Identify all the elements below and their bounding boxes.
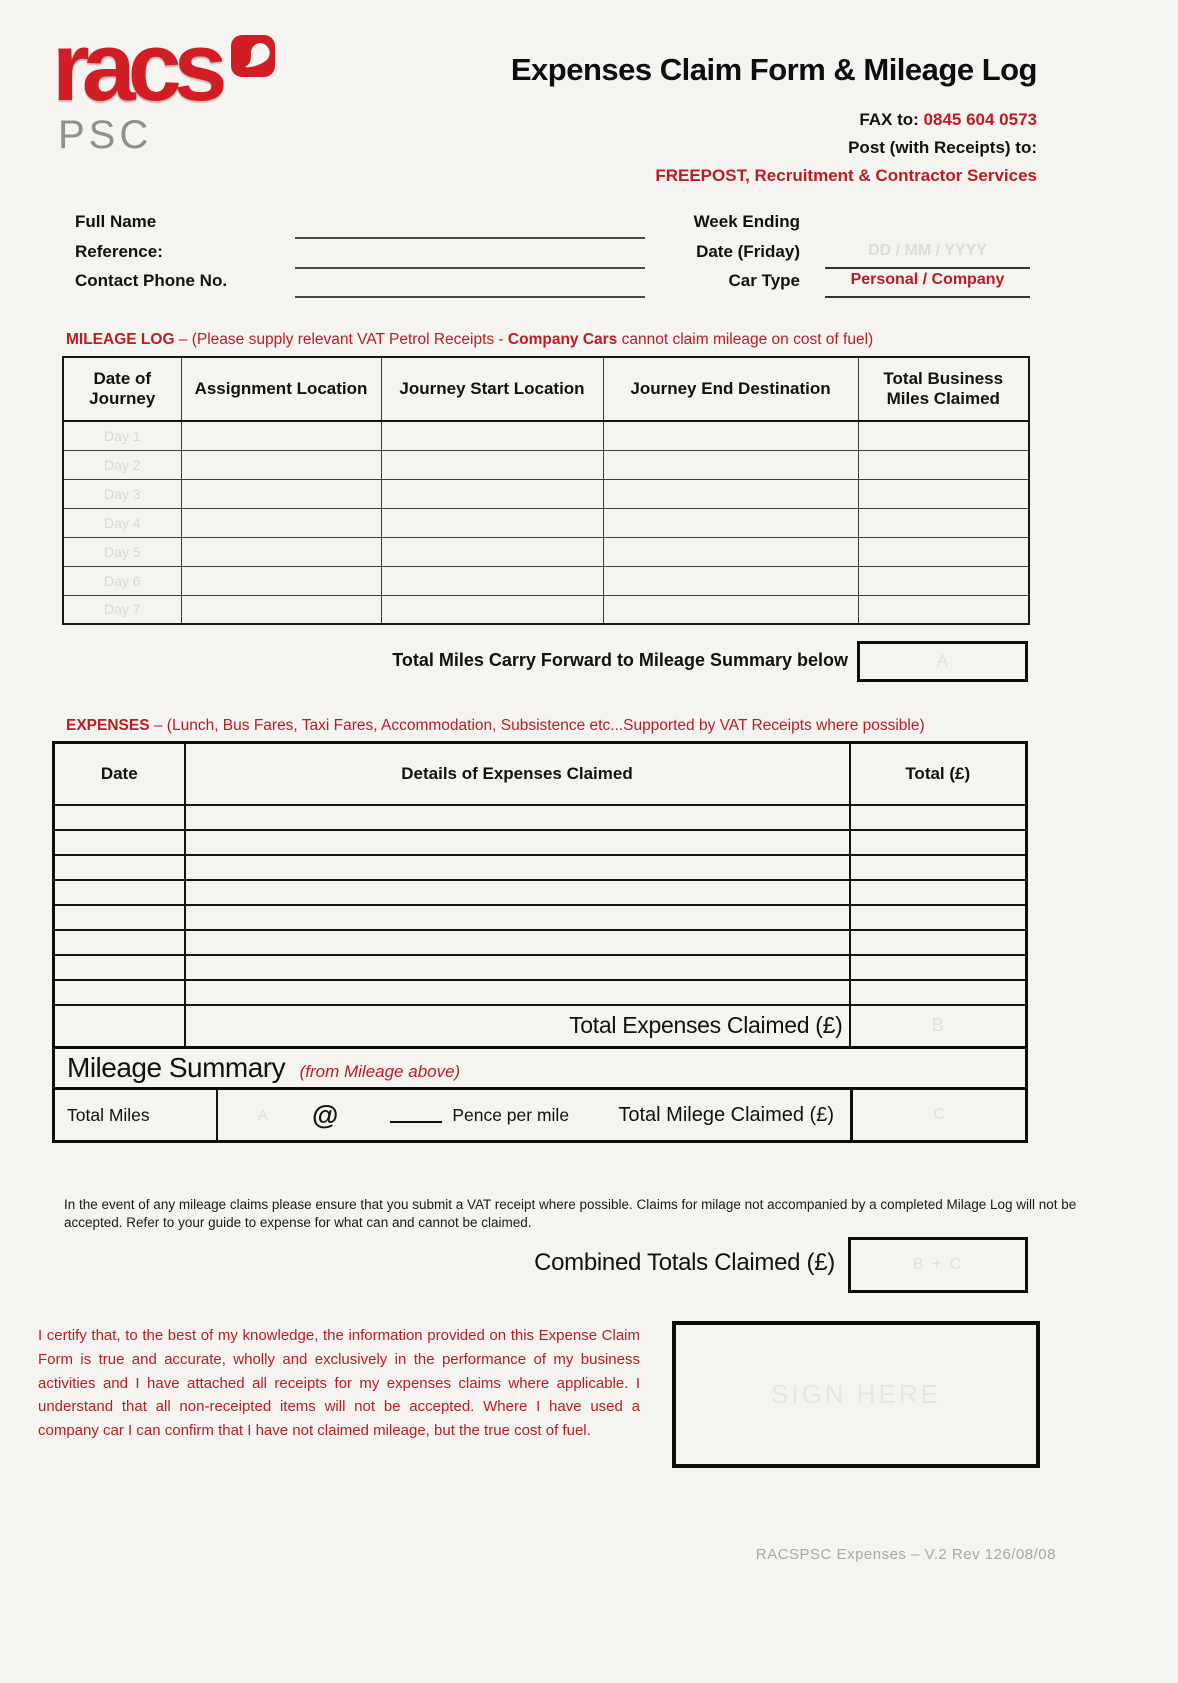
expense-details-cell[interactable] bbox=[185, 855, 850, 880]
post-label: Post (with Receipts) to: bbox=[848, 138, 1037, 157]
mileage-header-row bbox=[63, 357, 1029, 421]
expense-date-cell[interactable] bbox=[54, 805, 185, 830]
full-name-label: Full Name bbox=[75, 212, 157, 231]
assignment-cell[interactable] bbox=[181, 479, 381, 508]
miles-cell[interactable] bbox=[858, 537, 1029, 566]
total-miles-label: Total Miles bbox=[55, 1090, 218, 1140]
expense-details-cell[interactable] bbox=[185, 830, 850, 855]
mileage-row-day3 bbox=[63, 479, 1029, 508]
mileage-note: In the event of any mileage claims please ensure that you submit a VAT receipt where possible. Claims for milage not accompanied by a completed Milage Log will not be accepted. Refer to your guide to expense for what can and cannot be claimed. bbox=[64, 1197, 1077, 1230]
total-expenses-date-cell bbox=[54, 1005, 185, 1048]
fax-number: 0845 604 0573 bbox=[923, 110, 1037, 129]
car-type-field[interactable] bbox=[825, 296, 1030, 298]
total-c-box[interactable]: C bbox=[850, 1090, 1025, 1140]
col-assignment-location: Assignment Location bbox=[181, 357, 381, 421]
contact-phone-label: Contact Phone No. bbox=[75, 271, 228, 290]
mileage-summary-middle bbox=[218, 1090, 850, 1140]
expense-total-cell[interactable] bbox=[850, 930, 1027, 955]
pence-per-mile-input[interactable] bbox=[390, 1108, 442, 1123]
expense-date-cell[interactable] bbox=[54, 930, 185, 955]
expenses-row bbox=[54, 980, 1027, 1005]
mileage-row-day6 bbox=[63, 566, 1029, 595]
col-journey-end: Journey End Destination bbox=[603, 357, 858, 421]
combined-totals-box[interactable] bbox=[848, 1237, 1028, 1293]
expenses-row bbox=[54, 955, 1027, 980]
col-total: Total (£) bbox=[850, 743, 1027, 805]
day-cell[interactable]: Day 7 bbox=[63, 595, 181, 624]
day-cell[interactable]: Day 5 bbox=[63, 537, 181, 566]
col-date: Date bbox=[54, 743, 185, 805]
expense-details-cell[interactable] bbox=[185, 930, 850, 955]
end-cell[interactable] bbox=[603, 450, 858, 479]
end-cell[interactable] bbox=[603, 537, 858, 566]
start-cell[interactable] bbox=[381, 566, 603, 595]
start-cell[interactable] bbox=[381, 479, 603, 508]
logo-text: racs bbox=[52, 12, 220, 121]
expense-total-cell[interactable] bbox=[850, 805, 1027, 830]
mileage-log-table bbox=[62, 356, 1030, 625]
assignment-cell[interactable] bbox=[181, 508, 381, 537]
assignment-cell[interactable] bbox=[181, 566, 381, 595]
expense-details-cell[interactable] bbox=[185, 805, 850, 830]
sign-here-watermark: SIGN HERE bbox=[770, 1379, 942, 1409]
miles-cell[interactable] bbox=[858, 595, 1029, 624]
reference-label: Reference: bbox=[75, 242, 163, 261]
carry-forward-label: Total Miles Carry Forward to Mileage Summary below bbox=[392, 650, 848, 670]
reference-field[interactable] bbox=[295, 267, 645, 269]
expense-total-cell[interactable] bbox=[850, 905, 1027, 930]
mileage-log-subtitle-bold: Company Cars bbox=[507, 331, 618, 348]
mileage-summary-subtitle: (from Mileage above) bbox=[299, 1062, 461, 1081]
miles-cell[interactable] bbox=[858, 479, 1029, 508]
miles-cell[interactable] bbox=[858, 566, 1029, 595]
expense-date-cell[interactable] bbox=[54, 980, 185, 1005]
expenses-row bbox=[54, 855, 1027, 880]
expense-total-cell[interactable] bbox=[850, 955, 1027, 980]
miles-cell[interactable] bbox=[858, 450, 1029, 479]
full-name-field[interactable] bbox=[295, 237, 645, 239]
fax-line bbox=[511, 110, 1037, 130]
total-a-box[interactable] bbox=[857, 641, 1028, 682]
car-type-choice[interactable]: Personal / Company bbox=[850, 271, 1005, 288]
car-type-label: Car Type bbox=[728, 271, 800, 290]
start-cell[interactable] bbox=[381, 537, 603, 566]
total-expenses-row bbox=[54, 1005, 1027, 1048]
col-journey-start: Journey Start Location bbox=[381, 357, 603, 421]
expense-total-cell[interactable] bbox=[850, 830, 1027, 855]
expense-date-cell[interactable] bbox=[54, 955, 185, 980]
start-cell[interactable] bbox=[381, 508, 603, 537]
col-details: Details of Expenses Claimed bbox=[185, 743, 850, 805]
at-symbol: @ bbox=[312, 1099, 339, 1130]
footer-version-text: RACSPSC Expenses – V.2 Rev 126/08/08 bbox=[755, 1546, 1056, 1563]
mileage-row-day7 bbox=[63, 595, 1029, 624]
expenses-row bbox=[54, 905, 1027, 930]
expenses-title-bold: EXPENSES bbox=[66, 717, 150, 734]
ref-a-inline-watermark[interactable]: A bbox=[257, 1106, 268, 1124]
ref-a-watermark: A bbox=[937, 652, 948, 670]
total-b-box[interactable]: B bbox=[850, 1005, 1027, 1048]
claimant-details bbox=[0, 210, 1178, 310]
contact-phone-field[interactable] bbox=[295, 296, 645, 298]
assignment-cell[interactable] bbox=[181, 595, 381, 624]
fax-label: FAX to: bbox=[859, 110, 924, 129]
start-cell[interactable] bbox=[381, 595, 603, 624]
pence-per-mile-label: Pence per mile bbox=[452, 1104, 570, 1125]
header-block bbox=[511, 52, 1037, 194]
assignment-cell[interactable] bbox=[181, 537, 381, 566]
col-date-of-journey: Date of Journey bbox=[63, 357, 181, 421]
day-cell[interactable]: Day 1 bbox=[63, 421, 181, 450]
expenses-subtitle: – (Lunch, Bus Fares, Taxi Fares, Accommodation, Subsistence etc...Supported by VAT Receipts where possible) bbox=[149, 717, 925, 734]
total-mileage-claimed-label: Total Milege Claimed (£) bbox=[618, 1103, 834, 1126]
miles-cell[interactable] bbox=[858, 421, 1029, 450]
end-cell[interactable] bbox=[603, 421, 858, 450]
ref-bc-watermark: B + C bbox=[912, 1256, 964, 1273]
expense-details-cell[interactable] bbox=[185, 955, 850, 980]
end-cell[interactable] bbox=[603, 479, 858, 508]
week-ending-label: Week Ending bbox=[693, 212, 800, 231]
expenses-row bbox=[54, 830, 1027, 855]
start-cell[interactable] bbox=[381, 421, 603, 450]
day-cell[interactable]: Day 2 bbox=[63, 450, 181, 479]
page-title: Expenses Claim Form & Mileage Log bbox=[510, 52, 1037, 87]
mileage-row-day2 bbox=[63, 450, 1029, 479]
date-field[interactable] bbox=[825, 267, 1030, 269]
expenses-title bbox=[66, 717, 925, 735]
mileage-summary-row bbox=[54, 1089, 1027, 1142]
miles-cell[interactable] bbox=[858, 508, 1029, 537]
combined-totals-label: Combined Totals Claimed (£) bbox=[534, 1249, 835, 1276]
expense-total-cell[interactable] bbox=[850, 980, 1027, 1005]
mileage-row-day5 bbox=[63, 537, 1029, 566]
expense-total-cell[interactable] bbox=[850, 855, 1027, 880]
carry-forward-row bbox=[62, 641, 1028, 682]
mileage-row-day4 bbox=[63, 508, 1029, 537]
assignment-cell[interactable] bbox=[181, 421, 381, 450]
end-cell[interactable] bbox=[603, 508, 858, 537]
day-cell[interactable]: Day 6 bbox=[63, 566, 181, 595]
expenses-header-row bbox=[54, 743, 1027, 805]
expense-date-cell[interactable] bbox=[54, 905, 185, 930]
mileage-row-day1 bbox=[63, 421, 1029, 450]
declaration-text: I certify that, to the best of my knowledge, the information provided on this Expense Claim Form is true and accurate, wholly and exclusively in the performance of my business activities and I have attached all receipts for my expenses claims where applicable. I understand that all non-receipted items will not be accepted. Where I have used a company car I can confirm that I have not claimed mileage, but the true cost of fuel. bbox=[38, 1327, 640, 1440]
end-cell[interactable] bbox=[603, 566, 858, 595]
day-cell[interactable]: Day 4 bbox=[63, 508, 181, 537]
mileage-log-title-bold: MILEAGE LOG bbox=[66, 331, 175, 348]
mileage-summary-band bbox=[54, 1048, 1027, 1089]
expense-date-cell[interactable] bbox=[54, 880, 185, 905]
expense-date-cell[interactable] bbox=[54, 830, 185, 855]
mileage-summary-title: Mileage Summary bbox=[67, 1052, 286, 1083]
expense-date-cell[interactable] bbox=[54, 855, 185, 880]
col-miles-claimed: Total Business Miles Claimed bbox=[858, 357, 1029, 421]
expenses-row bbox=[54, 805, 1027, 830]
expense-details-cell[interactable] bbox=[185, 880, 850, 905]
end-cell[interactable] bbox=[603, 595, 858, 624]
expenses-row bbox=[54, 880, 1027, 905]
racs-logo bbox=[52, 12, 276, 158]
mileage-log-subtitle-pre: – (Please supply relevant VAT Petrol Receipts - bbox=[174, 331, 508, 348]
expense-details-cell[interactable] bbox=[185, 980, 850, 1005]
logo-drop-icon bbox=[230, 34, 276, 83]
expenses-row bbox=[54, 930, 1027, 955]
total-expenses-label: Total Expenses Claimed (£) bbox=[185, 1005, 850, 1048]
logo-subtext: PSC bbox=[58, 113, 153, 158]
expense-total-cell[interactable] bbox=[850, 880, 1027, 905]
expense-details-cell[interactable] bbox=[185, 905, 850, 930]
date-field-placeholder[interactable]: DD / MM / YYYY bbox=[868, 242, 987, 259]
post-address: FREEPOST, Recruitment & Contractor Services bbox=[655, 166, 1037, 185]
assignment-cell[interactable] bbox=[181, 450, 381, 479]
mileage-log-subtitle-post: cannot claim mileage on cost of fuel) bbox=[617, 331, 874, 348]
signature-box[interactable] bbox=[672, 1321, 1040, 1468]
start-cell[interactable] bbox=[381, 450, 603, 479]
day-cell[interactable]: Day 3 bbox=[63, 479, 181, 508]
mileage-log-title bbox=[66, 331, 873, 349]
date-friday-label: Date (Friday) bbox=[696, 242, 800, 261]
expenses-table bbox=[52, 741, 1028, 1143]
